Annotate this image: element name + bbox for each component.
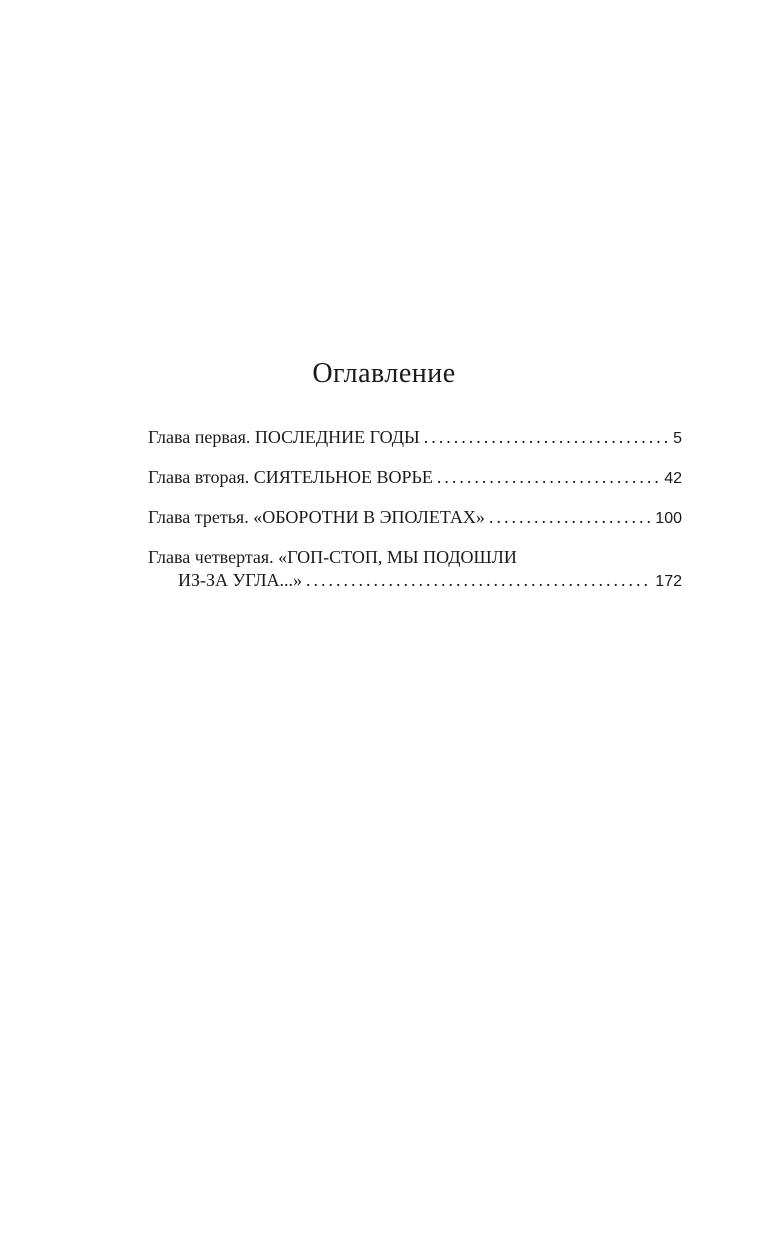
toc-heading: Оглавление <box>312 358 456 389</box>
toc-entry-3[interactable] <box>148 506 682 530</box>
toc-entry-4[interactable] <box>148 546 682 593</box>
toc-entry-page: 172 <box>655 573 682 590</box>
dot-leader <box>424 426 669 449</box>
toc-entry-title-line1: Глава четвертая. «ГОП-СТОП, МЫ ПОДОШЛИ <box>148 547 517 567</box>
toc-entry-2[interactable] <box>148 466 682 490</box>
dot-leader <box>489 506 651 529</box>
toc-entry-page: 5 <box>673 430 682 447</box>
table-of-contents <box>148 426 682 609</box>
toc-entry-title: Глава первая. ПОСЛЕДНИЕ ГОДЫ <box>148 427 420 447</box>
toc-entry-1[interactable] <box>148 426 682 450</box>
toc-entry-title: Глава вторая. СИЯТЕЛЬНОЕ ВОРЬЕ <box>148 467 433 487</box>
toc-entry-page: 42 <box>664 470 682 487</box>
toc-entry-title-line2: ИЗ-ЗА УГЛА...» <box>178 570 303 590</box>
dot-leader <box>437 466 660 489</box>
toc-entry-page: 100 <box>655 510 682 527</box>
dot-leader <box>306 569 651 592</box>
toc-entry-title: Глава третья. «ОБОРОТНИ В ЭПОЛЕТАХ» <box>148 507 485 527</box>
